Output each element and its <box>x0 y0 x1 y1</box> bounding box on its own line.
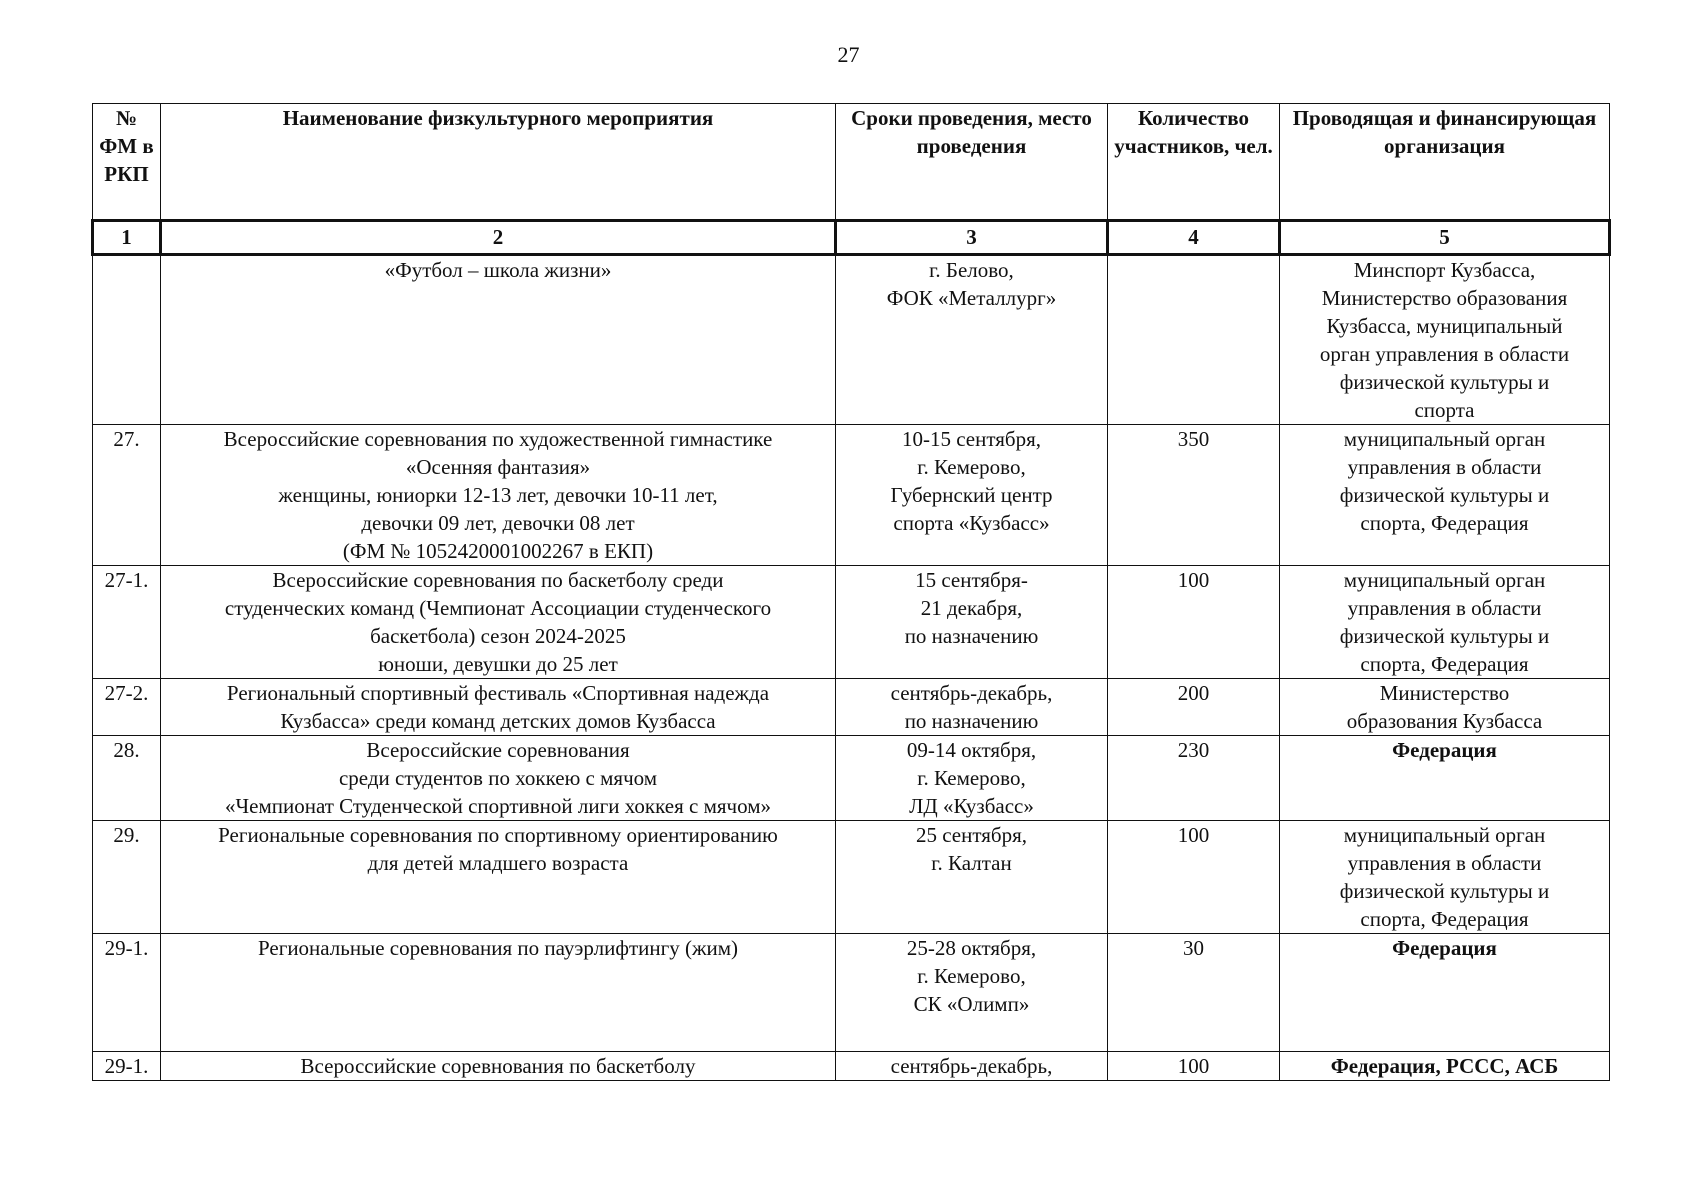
event-dates <box>836 736 1108 821</box>
event-dates-line: по назначению <box>904 709 1039 733</box>
event-dates-line: 09-14 октября, <box>906 738 1037 762</box>
page-number: 27 <box>837 42 860 67</box>
header-dates-place <box>836 104 1108 221</box>
organization-line: Федерация, РССС, АСБ <box>1330 1054 1559 1078</box>
event-name-line: студенческих команд (Чемпионат Ассоциации студенческого <box>224 596 772 620</box>
organization-line: управления в области <box>1347 596 1542 620</box>
header-participants <box>1108 104 1280 221</box>
event-name-line: «Чемпионат Студенческой спортивной лиги хоккея с мячом» <box>224 794 772 818</box>
header-text: участников, <box>1114 134 1230 158</box>
event-name-line: (ФМ № 1052420001002267 в ЕКП) <box>342 539 654 563</box>
organization-line: спорта <box>1414 398 1475 422</box>
organization-line: физической культуры и <box>1339 624 1550 648</box>
table-row <box>93 425 1610 566</box>
participant-count <box>1108 255 1280 425</box>
row-number: 27-1. <box>93 566 161 679</box>
table-header-row <box>93 104 1610 221</box>
header-number <box>93 104 161 221</box>
event-name-line: Всероссийские соревнования по художественной гимнастике <box>223 427 773 451</box>
event-dates-line: 25 сентября, <box>915 823 1028 847</box>
event-dates-line: СК «Олимп» <box>913 992 1030 1016</box>
organization-line: Министерство <box>1379 681 1510 705</box>
event-dates-line: 10-15 сентября, <box>901 427 1042 451</box>
event-name-line: Всероссийские соревнования <box>366 738 630 762</box>
event-name-line: юноши, девушки до 25 лет <box>378 652 618 676</box>
organization-line: Федерация <box>1392 936 1497 960</box>
event-name-line: для детей младшего возраста <box>367 851 629 875</box>
organization-line: орган управления в области <box>1319 342 1570 366</box>
organization <box>1280 566 1610 679</box>
event-dates-line: г. Кемерово, <box>917 766 1026 790</box>
table-row <box>93 1052 1610 1081</box>
event-name <box>161 934 836 1052</box>
header-text: финансирующая <box>1435 106 1597 130</box>
event-name-line: женщины, юниорки 12-13 лет, девочки 10-11 лет, <box>278 483 718 507</box>
event-name <box>161 736 836 821</box>
organization-line: физической культуры и <box>1339 370 1550 394</box>
event-dates <box>836 255 1108 425</box>
organization-line: спорта, Федерация <box>1360 907 1529 931</box>
organization-line: физической культуры и <box>1339 879 1550 903</box>
column-number: 1 <box>93 221 161 255</box>
header-text: ФМ <box>99 134 138 158</box>
organization <box>1280 1052 1610 1081</box>
organization-line: муниципальный орган <box>1343 427 1546 451</box>
event-dates-line: г. Кемерово, <box>917 455 1026 479</box>
event-name <box>161 566 836 679</box>
header-text: Наименование физкультурного мероприятия <box>282 106 714 130</box>
row-number: 29. <box>93 821 161 934</box>
event-name-line: Кузбасса» среди команд детских домов Кузбасса <box>280 709 716 733</box>
organization <box>1280 679 1610 736</box>
column-number: 5 <box>1280 221 1610 255</box>
event-name <box>161 425 836 566</box>
table-row <box>93 934 1610 1052</box>
header-text: место проведения <box>916 106 1092 158</box>
header-event-name <box>161 104 836 221</box>
event-dates-line: г. Белово, <box>929 258 1014 282</box>
event-dates-line: г. Калтан <box>931 851 1012 875</box>
event-name-line: Всероссийские соревнования по баскетболу <box>300 1054 696 1078</box>
participant-count: 230 <box>1108 736 1280 821</box>
header-text: в <box>142 134 154 158</box>
organization-line: управления в области <box>1347 851 1542 875</box>
organization-line: Минспорт Кузбасса, <box>1353 258 1536 282</box>
organization <box>1280 425 1610 566</box>
organization <box>1280 821 1610 934</box>
participant-count: 200 <box>1108 679 1280 736</box>
organization-line: спорта, Федерация <box>1360 652 1529 676</box>
event-name-line: Региональные соревнования по спортивному ориентированию <box>218 823 778 847</box>
organization <box>1280 736 1610 821</box>
header-organization <box>1280 104 1610 221</box>
event-name-line: девочки 09 лет, девочки 08 лет <box>361 511 635 535</box>
event-name-line: Всероссийские соревнования по баскетболу среди <box>272 568 724 592</box>
organization <box>1280 934 1610 1052</box>
event-dates <box>836 679 1108 736</box>
event-dates <box>836 425 1108 566</box>
organization-line: физической культуры и <box>1339 483 1550 507</box>
organization-line: Министерство образования <box>1321 286 1568 310</box>
event-dates-line: г. Кемерово, <box>917 964 1026 988</box>
event-name-line: «Футбол – школа жизни» <box>384 258 612 282</box>
row-number: 27. <box>93 425 161 566</box>
organization-line: муниципальный орган <box>1343 823 1546 847</box>
event-name <box>161 255 836 425</box>
header-text: организация <box>1384 134 1505 158</box>
event-name-line: Региональные соревнования по пауэрлифтингу (жим) <box>257 936 739 960</box>
event-dates-line: Губернский центр <box>890 483 1053 507</box>
event-dates-line: 25-28 октября, <box>906 936 1037 960</box>
column-number: 2 <box>161 221 836 255</box>
header-text: Проводящая и <box>1292 106 1431 130</box>
row-number: 29-1. <box>93 1052 161 1081</box>
organization-line: Кузбасса, муниципальный <box>1326 314 1563 338</box>
header-text: чел. <box>1234 134 1273 158</box>
event-dates-line: по назначению <box>904 624 1039 648</box>
organization-line: Федерация <box>1392 738 1497 762</box>
event-name-line: баскетбола) сезон 2024-2025 <box>370 624 626 648</box>
event-dates-line: ЛД «Кузбасс» <box>909 794 1034 818</box>
column-number: 3 <box>836 221 1108 255</box>
table-row <box>93 255 1610 425</box>
event-dates-line: спорта «Кузбасс» <box>893 511 1050 535</box>
event-name <box>161 1052 836 1081</box>
table-row <box>93 821 1610 934</box>
table-row <box>93 679 1610 736</box>
header-text: РКП <box>104 162 149 186</box>
column-number: 4 <box>1108 221 1280 255</box>
row-number: 28. <box>93 736 161 821</box>
participant-count: 350 <box>1108 425 1280 566</box>
event-name <box>161 679 836 736</box>
event-dates-line: сентябрь-декабрь, <box>890 1054 1053 1078</box>
event-name-line: среди студентов по хоккею с мячом <box>338 766 658 790</box>
table-row <box>93 566 1610 679</box>
column-number-row <box>93 221 1610 255</box>
event-name-line: «Осенняя фантазия» <box>405 455 591 479</box>
organization <box>1280 255 1610 425</box>
header-text: № <box>115 106 138 130</box>
event-dates-line: ФОК «Металлург» <box>886 286 1057 310</box>
event-name-line: Региональный спортивный фестиваль «Спортивная надежда <box>226 681 770 705</box>
event-dates-line: 21 декабря, <box>920 596 1023 620</box>
event-dates <box>836 566 1108 679</box>
organization-line: управления в области <box>1347 455 1542 479</box>
participant-count: 100 <box>1108 1052 1280 1081</box>
event-dates <box>836 934 1108 1052</box>
events-table <box>91 103 1611 1081</box>
event-dates-line: 15 сентября- <box>915 568 1028 592</box>
organization-line: муниципальный орган <box>1343 568 1546 592</box>
row-number <box>93 255 161 425</box>
event-dates-line: сентябрь-декабрь, <box>890 681 1053 705</box>
participant-count: 100 <box>1108 821 1280 934</box>
event-dates <box>836 821 1108 934</box>
row-number: 27-2. <box>93 679 161 736</box>
organization-line: спорта, Федерация <box>1360 511 1529 535</box>
header-text: Количество <box>1137 106 1250 130</box>
participant-count: 100 <box>1108 566 1280 679</box>
event-dates <box>836 1052 1108 1081</box>
header-text: Сроки проведения, <box>851 106 1033 130</box>
table-row <box>93 736 1610 821</box>
organization-line: образования Кузбасса <box>1346 709 1543 733</box>
participant-count: 30 <box>1108 934 1280 1052</box>
row-number: 29-1. <box>93 934 161 1052</box>
event-name <box>161 821 836 934</box>
